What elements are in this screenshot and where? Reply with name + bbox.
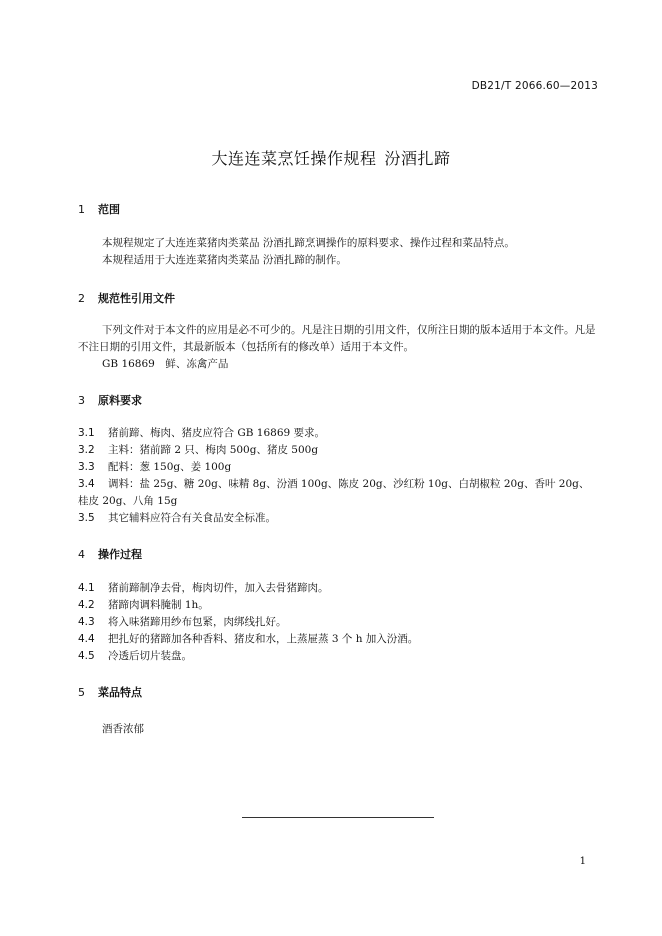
section-number: 3 (78, 394, 85, 407)
item-number: 3.3 (78, 461, 95, 473)
paragraph: 下列文件对于本文件的应用是必不可少的。凡是注日期的引用文件，仅所注日期的版本适用于本文件。凡是不注日期的引用文件，其最新版本（包括所有的修改单）适用于本文件。 (78, 324, 596, 353)
end-rule (242, 817, 434, 818)
section-number: 4 (78, 548, 85, 561)
item-text: 把扎好的猪蹄加各种香料、猪皮和水，上蒸屉蒸 3 个 h 加入汾酒。 (108, 633, 419, 645)
item-number: 3.4 (78, 478, 95, 490)
item-text: 主料：猪前蹄 2 只、梅肉 500g、猪皮 500g (108, 444, 319, 456)
section-title: 原料要求 (98, 394, 142, 407)
item-text: 猪前蹄、梅肉、猪皮应符合 GB 16869 要求。 (108, 427, 326, 439)
list-item (78, 442, 598, 459)
list-item (78, 476, 598, 510)
list-item (78, 648, 598, 665)
item-text: 冷透后切片装盘。 (108, 650, 192, 662)
section-title: 操作过程 (98, 548, 142, 561)
item-number: 3.5 (78, 512, 95, 524)
list-item (78, 425, 598, 442)
section-title: 菜品特点 (98, 686, 142, 699)
item-number: 4.3 (78, 616, 95, 628)
item-number: 4.2 (78, 599, 95, 611)
section-title: 规范性引用文件 (98, 292, 175, 305)
item-number: 3.1 (78, 427, 95, 439)
item-number: 4.5 (78, 650, 95, 662)
item-text: 猪前蹄制净去骨，梅肉切件，加入去骨猪蹄肉。 (108, 582, 329, 594)
section-number: 1 (78, 203, 85, 216)
section-4-heading (78, 546, 142, 562)
title-sub: 汾酒扎蹄 (384, 149, 451, 168)
item-number: 4.1 (78, 582, 95, 594)
list-item (78, 614, 598, 631)
standard-number: DB21/T 2066.60—2013 (471, 80, 598, 92)
list-item (78, 597, 598, 614)
section-number: 5 (78, 686, 85, 699)
list-item (78, 459, 598, 476)
section-number: 2 (78, 292, 85, 305)
reference-item: GB 16869 鲜、冻禽产品 (102, 358, 229, 370)
document-title (0, 146, 662, 169)
page-number: 1 (579, 856, 586, 867)
item-number: 3.2 (78, 444, 95, 456)
item-text: 将入味猪蹄用纱布包紧，肉绑线扎好。 (108, 616, 287, 628)
section-2-heading (78, 290, 175, 306)
section-1-heading (78, 201, 120, 217)
item-text: 猪蹄肉调料腌制 1h。 (108, 599, 209, 611)
section-3-heading (78, 392, 142, 408)
list-item (78, 510, 598, 527)
list-item (78, 631, 598, 648)
paragraph: 酒香浓郁 (102, 723, 144, 735)
item-number: 4.4 (78, 633, 95, 645)
list-item (78, 580, 598, 597)
section-title: 范围 (98, 203, 120, 216)
item-text: 配料：葱 150g、姜 100g (108, 461, 232, 473)
paragraph: 本规程适用于大连连菜猪肉类菜品 汾酒扎蹄的制作。 (102, 254, 347, 266)
item-text: 调料：盐 25g、糖 20g、味精 8g、汾酒 100g、陈皮 20g、沙红粉 10g、白胡椒粒 20g、香叶 20g、桂皮 20g、八角 15g (78, 478, 590, 507)
title-main: 大连连菜烹饪操作规程 (211, 149, 377, 168)
paragraph: 本规程规定了大连连菜猪肉类菜品 汾酒扎蹄烹调操作的原料要求、操作过程和菜品特点。 (102, 237, 515, 249)
item-text: 其它辅料应符合有关食品安全标准。 (108, 512, 276, 524)
section-5-heading (78, 684, 142, 700)
